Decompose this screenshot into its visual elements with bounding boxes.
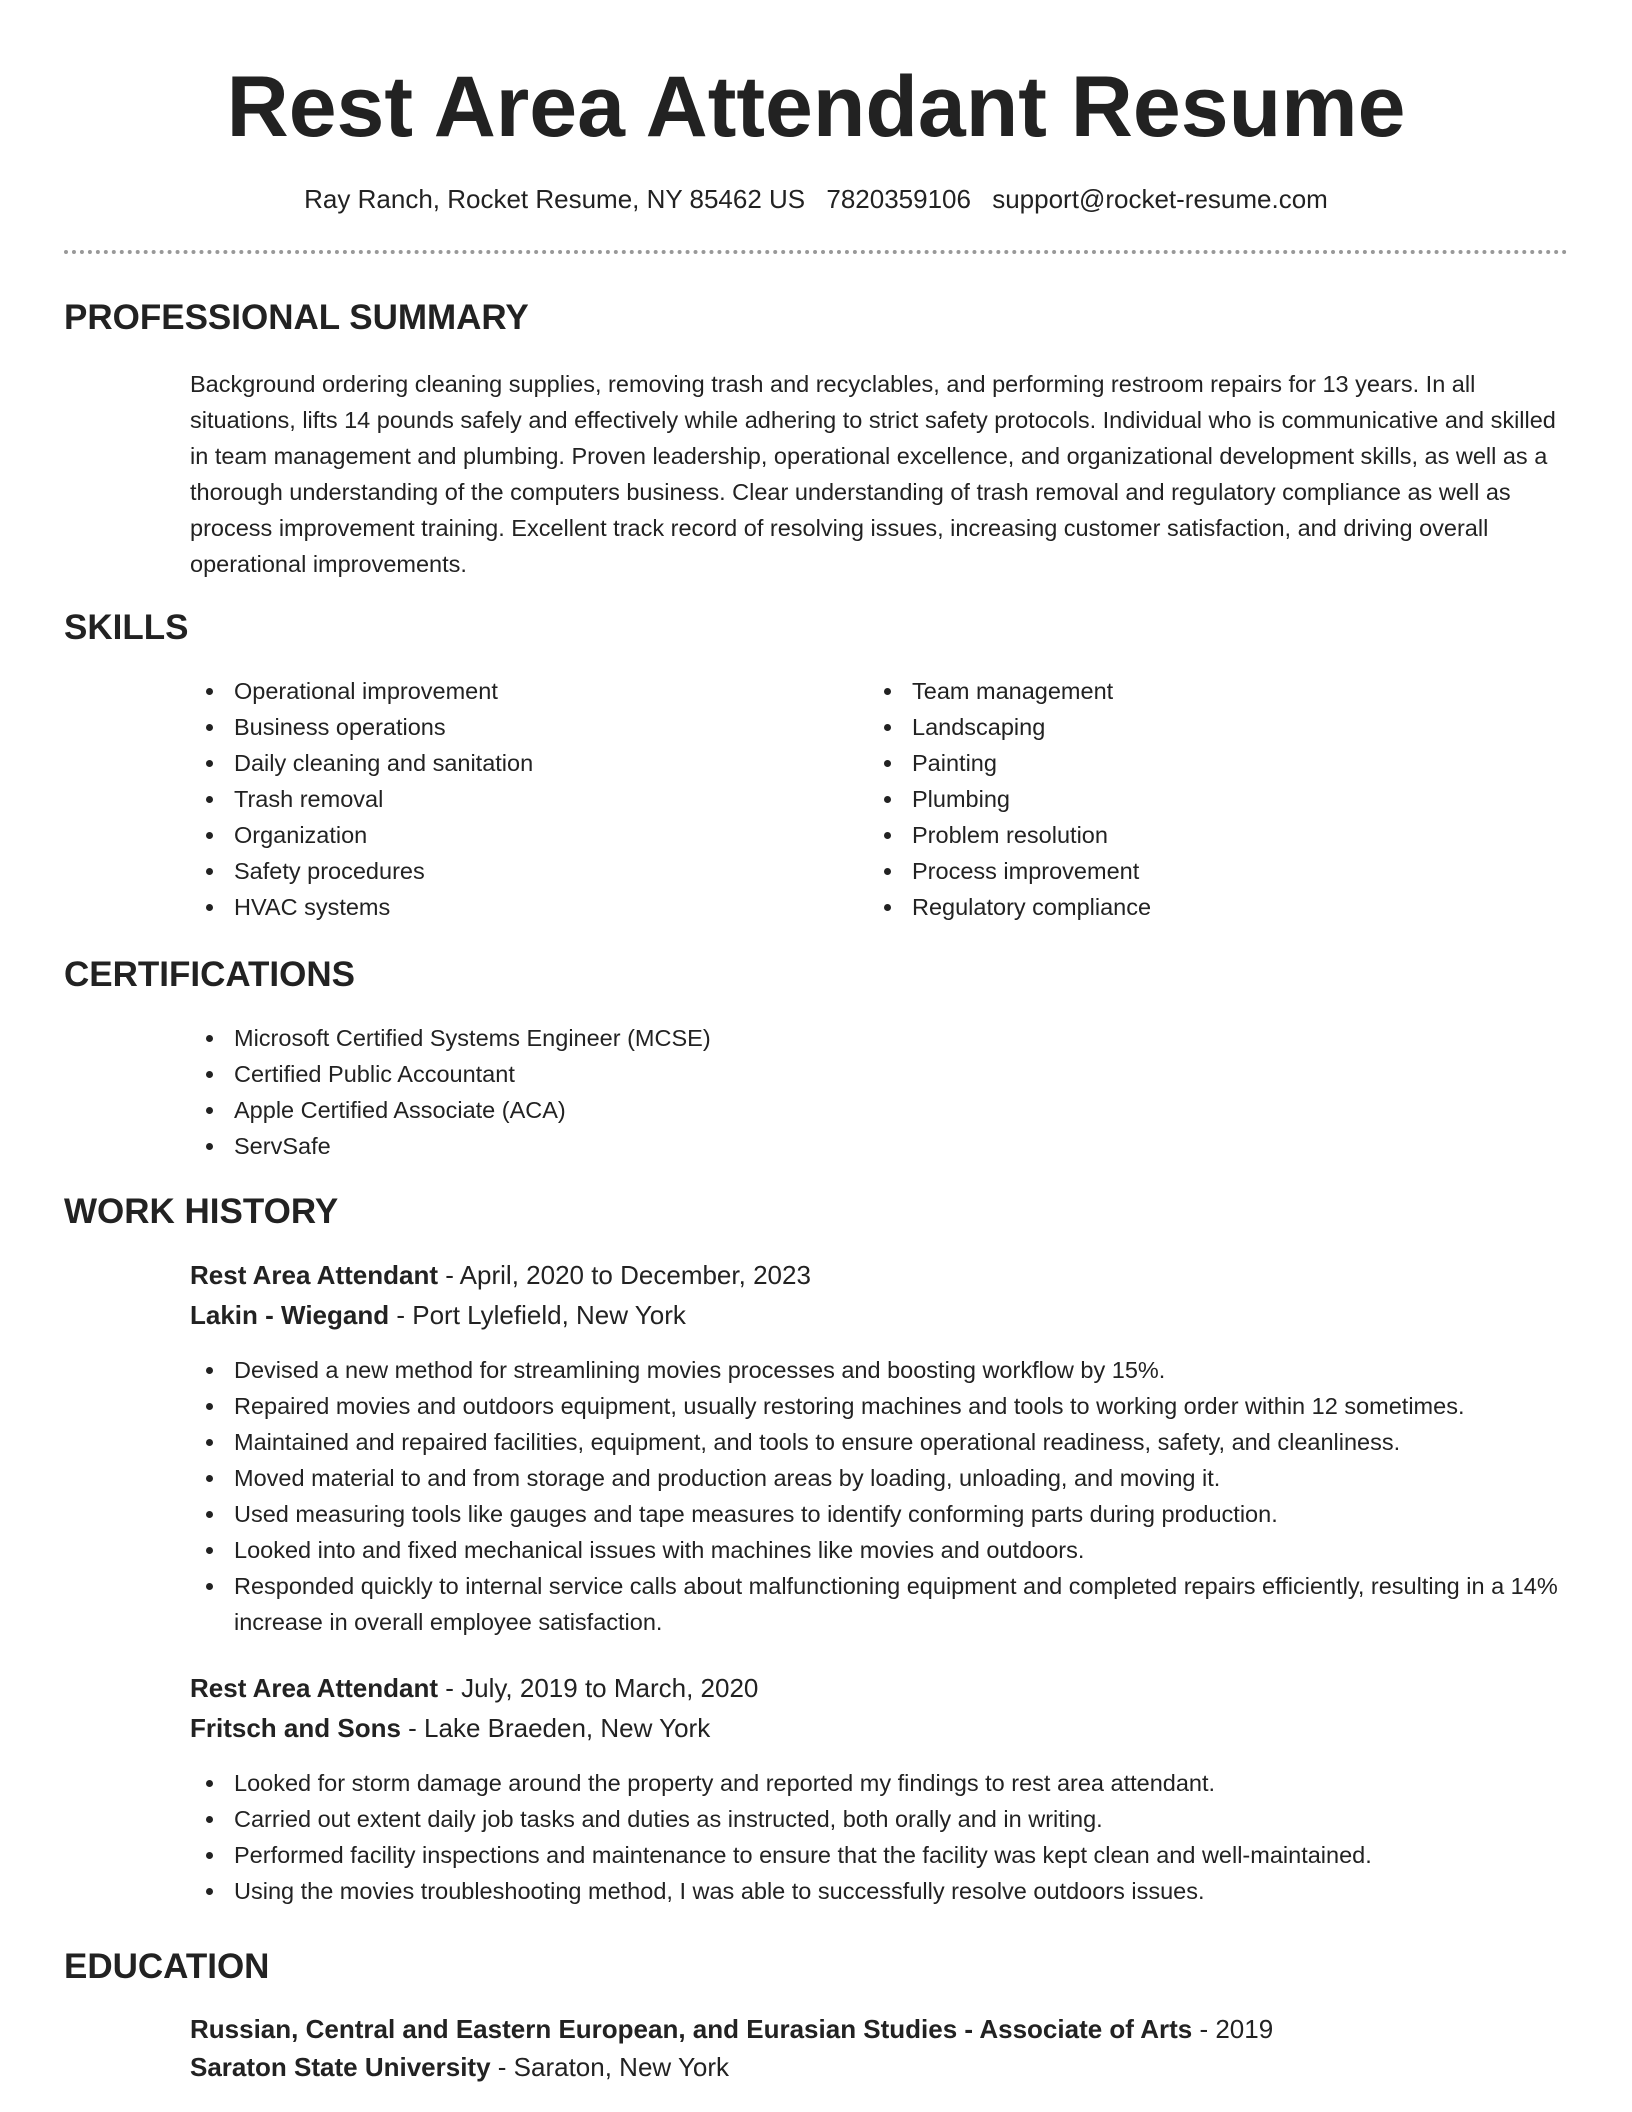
skills-list-left xyxy=(190,673,830,925)
skill-item: Daily cleaning and sanitation xyxy=(190,745,830,781)
job-duty-item: Looked for storm damage around the property and reported my findings to rest area attendant. xyxy=(190,1765,1560,1801)
job-duty-item: Performed facility inspections and maintenance to ensure that the facility was kept clean and well-maintained. xyxy=(190,1837,1560,1873)
job-company: Lakin - Wiegand xyxy=(190,1300,390,1330)
contact-address: Ray Ranch, Rocket Resume, NY 85462 US xyxy=(304,184,806,214)
skill-item: Business operations xyxy=(190,709,830,745)
job-duty-item: Used measuring tools like gauges and tape measures to identify conforming parts during production. xyxy=(190,1496,1560,1532)
job-dates: - July, 2019 to March, 2020 xyxy=(438,1673,759,1703)
job-title-line xyxy=(190,1256,811,1294)
skill-item: Safety procedures xyxy=(190,853,830,889)
header-divider xyxy=(64,250,1568,254)
skills-list-right xyxy=(868,673,1508,925)
summary-text: Background ordering cleaning supplies, removing trash and recyclables, and performing restroom repairs for 13 years. In all situations, lifts 14 pounds safely and effectively while adhering to strict safety protocols. Individual who is communicative and skilled in team management and plumbing. Proven leadership, operational excellence, and organizational development skills, as well as a thorough understanding of the computers business. Clear understanding of trash removal and regulatory compliance as well as process improvement training. Excellent track record of resolving issues, increasing customer satisfaction, and driving overall operational improvements. xyxy=(190,371,1556,577)
job-duty-item: Devised a new method for streamlining movies processes and boosting workflow by 15%. xyxy=(190,1352,1560,1388)
job-duty-item: Using the movies troubleshooting method, I was able to successfully resolve outdoors issues. xyxy=(190,1873,1560,1909)
job-duty-item: Repaired movies and outdoors equipment, usually restoring machines and tools to working order within 12 sometimes. xyxy=(190,1388,1560,1424)
certifications-list xyxy=(190,1020,1560,1164)
skill-item: Team management xyxy=(868,673,1508,709)
job-title: Rest Area Attendant xyxy=(190,1260,439,1290)
skill-item: Operational improvement xyxy=(190,673,830,709)
job-title: Rest Area Attendant xyxy=(190,1673,439,1703)
job-title-line xyxy=(190,1669,758,1707)
certifications-heading: CERTIFICATIONS xyxy=(64,955,356,994)
job-duty-item: Moved material to and from storage and production areas by loading, unloading, and moving it. xyxy=(190,1460,1560,1496)
job-duty-item: Carried out extent daily job tasks and duties as instructed, both orally and in writing. xyxy=(190,1801,1560,1837)
job-duties-list xyxy=(190,1352,1560,1640)
skill-item: Painting xyxy=(868,745,1508,781)
contact-line xyxy=(0,182,1632,216)
skill-item: Problem resolution xyxy=(868,817,1508,853)
job-location: - Port Lylefield, New York xyxy=(389,1300,686,1330)
job-duty-item: Looked into and fixed mechanical issues with machines like movies and outdoors. xyxy=(190,1532,1560,1568)
skill-item: Plumbing xyxy=(868,781,1508,817)
education-year: - 2019 xyxy=(1192,2014,1274,2044)
job-location: - Lake Braeden, New York xyxy=(400,1713,711,1743)
skill-item: Trash removal xyxy=(190,781,830,817)
certification-item: Apple Certified Associate (ACA) xyxy=(190,1092,1560,1128)
job-duty-item: Maintained and repaired facilities, equipment, and tools to ensure operational readiness, safety, and cleanliness. xyxy=(190,1424,1560,1460)
education-location: - Saraton, New York xyxy=(490,2052,730,2082)
skill-item: HVAC systems xyxy=(190,889,830,925)
skill-item: Process improvement xyxy=(868,853,1508,889)
education-school-line xyxy=(190,2048,729,2086)
education-degree: Russian, Central and Eastern European, and Eurasian Studies - Associate of Arts xyxy=(190,2014,1193,2044)
work-history-heading: WORK HISTORY xyxy=(64,1192,339,1231)
job-company-line xyxy=(190,1296,686,1334)
summary-heading: PROFESSIONAL SUMMARY xyxy=(64,298,529,337)
contact-email: support@rocket-resume.com xyxy=(992,184,1328,214)
job-duties-list xyxy=(190,1765,1560,1909)
education-school: Saraton State University xyxy=(190,2052,491,2082)
education-heading: EDUCATION xyxy=(64,1947,270,1986)
job-dates: - April, 2020 to December, 2023 xyxy=(438,1260,811,1290)
skill-item: Organization xyxy=(190,817,830,853)
certification-item: ServSafe xyxy=(190,1128,1560,1164)
resume-title: Rest Area Attendant Resume xyxy=(226,59,1406,155)
certification-item: Microsoft Certified Systems Engineer (MCSE) xyxy=(190,1020,1560,1056)
skill-item: Regulatory compliance xyxy=(868,889,1508,925)
skill-item: Landscaping xyxy=(868,709,1508,745)
job-duty-item: Responded quickly to internal service calls about malfunctioning equipment and completed repairs efficiently, resulting in a 14% increase in overall employee satisfaction. xyxy=(190,1568,1560,1640)
education-degree-line xyxy=(190,2010,1273,2048)
job-company-line xyxy=(190,1709,710,1747)
certification-item: Certified Public Accountant xyxy=(190,1056,1560,1092)
skills-heading: SKILLS xyxy=(64,608,189,647)
contact-phone: 7820359106 xyxy=(826,184,971,214)
job-company: Fritsch and Sons xyxy=(190,1713,401,1743)
